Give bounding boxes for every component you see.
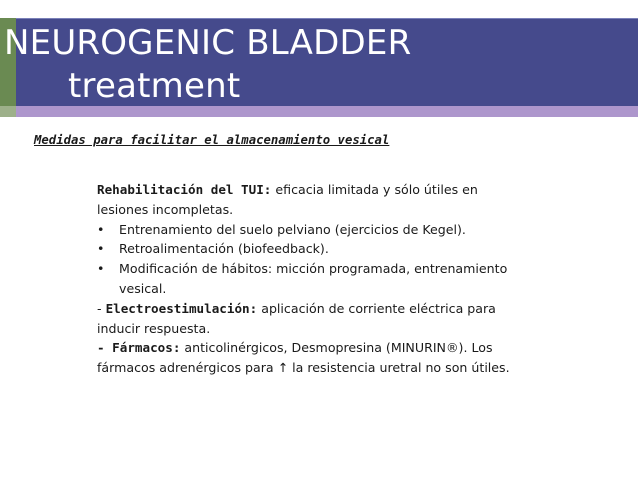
- electro-label: Electroestimulación:: [105, 300, 258, 316]
- electro-text: aplicación de corriente eléctrica para inducir respuesta.: [97, 300, 496, 336]
- bullet-item: [97, 239, 517, 259]
- bullet-icon: •: [97, 261, 105, 277]
- section-subtitle: Medidas para facilitar el almacenamiento vesical: [34, 133, 390, 147]
- bullet-text: Entrenamiento del suelo pelviano (ejercicios de Kegel).: [119, 221, 466, 237]
- bullet-icon: •: [97, 241, 105, 257]
- bullet-text: Retroalimentación (biofeedback).: [119, 241, 329, 257]
- content-body: [97, 180, 517, 378]
- title-line-1: NEUROGENIC BLADDER: [4, 23, 412, 63]
- slide-title: [4, 22, 564, 108]
- bullet-icon: •: [97, 221, 105, 237]
- header-top-line: [16, 18, 638, 19]
- farmacos-paragraph: [97, 338, 517, 378]
- rehab-paragraph: [97, 180, 517, 220]
- bullet-text: Modificación de hábitos: micción programada, entrenamiento vesical.: [119, 261, 508, 296]
- electro-paragraph: [97, 299, 517, 339]
- rehab-label: Rehabilitación del TUI:: [97, 182, 272, 197]
- bullet-item: [97, 259, 517, 299]
- farmacos-text: anticolinérgicos, Desmopresina (MINURIN®). Los fármacos adrenérgicos para ↑ la resistencia uretral no son útiles.: [97, 340, 510, 376]
- bullet-item: [97, 220, 517, 240]
- title-line-2: treatment: [68, 66, 241, 106]
- farmacos-label: - Fármacos:: [97, 340, 181, 356]
- rehab-text: eficacia limitada y sólo útiles en lesiones incompletas.: [97, 182, 478, 217]
- electro-prefix: -: [97, 300, 106, 316]
